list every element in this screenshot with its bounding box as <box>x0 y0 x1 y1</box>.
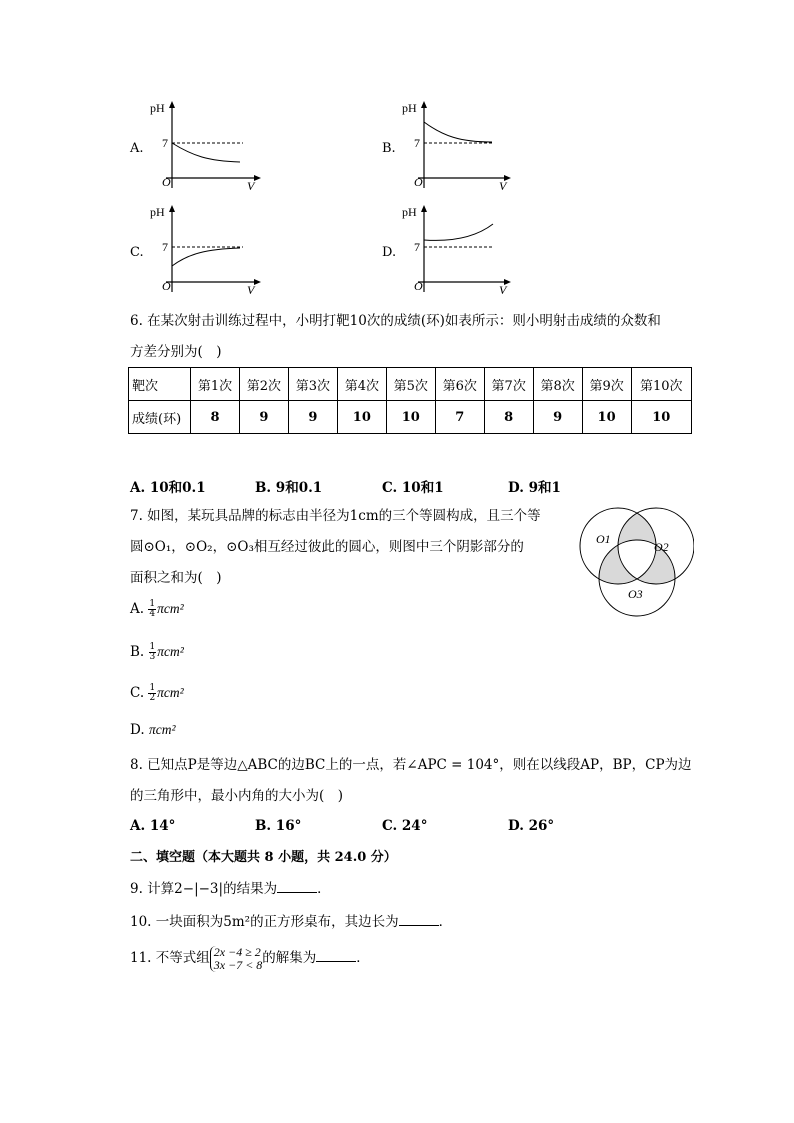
q7-option-a[interactable] <box>130 600 184 619</box>
graph-c-origin: O <box>162 279 171 293</box>
table-cell: 第4次 <box>337 368 386 401</box>
circle-label-o1: O1 <box>596 532 611 546</box>
q8-option-b[interactable]: B. 16° <box>255 818 302 834</box>
fraction-num: 1 <box>149 683 156 693</box>
table-cell: 10 <box>337 401 386 434</box>
inequality-row: 2x −4 ≥ 2 <box>213 944 261 959</box>
q8-line1: 8. 已知点P是等边△ABC的边BC上的一点，若∠APC = 104°，则在以线段AP，BP，CP为边 <box>130 757 692 773</box>
graph-a-xlabel: V <box>247 179 255 193</box>
fraction-den: 4 <box>149 609 156 619</box>
q11-mid: 的解集为 <box>262 950 317 966</box>
graph-a-origin: O <box>162 175 171 189</box>
option-unit: πcm² <box>157 601 184 616</box>
table-cell: 第6次 <box>435 368 484 401</box>
q9-end: ． <box>317 881 331 897</box>
table-cell: 10 <box>582 401 631 434</box>
table-cell: 第1次 <box>191 368 240 401</box>
table-cell: 第9次 <box>582 368 631 401</box>
table-cell: 8 <box>484 401 533 434</box>
graph-b-option: B. <box>382 141 396 156</box>
q6-option-b[interactable]: B. 9和0.1 <box>255 480 323 496</box>
q9 <box>130 879 331 899</box>
q6-line1: 6. 在某次射击训练过程中，小明打靶10次的成绩(环)如表所示：则小明射击成绩的众数和 <box>130 313 661 329</box>
inequality-row: 3x −7 < 8 <box>213 957 263 972</box>
answer-blank[interactable] <box>277 880 317 893</box>
table-cell: 9 <box>288 401 337 434</box>
table-cell: 7 <box>435 401 484 434</box>
graph-c-ylabel: pH <box>150 205 165 219</box>
q6-line2: 方差分别为( ) <box>130 344 222 360</box>
q7-option-b[interactable] <box>130 643 184 662</box>
table-cell: 第5次 <box>386 368 435 401</box>
table-cell: 第2次 <box>239 368 288 401</box>
section-heading: 二、填空题（本大题共 8 小题，共 24.0 分） <box>130 850 397 865</box>
option-unit: πcm² <box>157 644 184 659</box>
graph-c <box>148 202 268 297</box>
graph-d <box>398 202 518 297</box>
three-circles-figure <box>572 506 694 620</box>
q8-option-c[interactable]: C. 24° <box>382 818 428 834</box>
fraction-num: 1 <box>149 599 156 609</box>
graph-c-seven: 7 <box>162 240 168 254</box>
graph-c-xlabel: V <box>247 283 255 297</box>
table-cell: 9 <box>239 401 288 434</box>
option-letter: B. <box>130 644 145 660</box>
graph-d-xlabel: V <box>499 283 507 297</box>
q6-option-a[interactable]: A. 10和0.1 <box>130 480 206 496</box>
table-header-row <box>129 368 692 401</box>
q7-line3: 面积之和为( ) <box>130 570 222 586</box>
table-cell: 10 <box>631 401 691 434</box>
table-cell: 第7次 <box>484 368 533 401</box>
table-cell: 第10次 <box>631 368 691 401</box>
graph-b <box>398 98 518 193</box>
fraction-den: 3 <box>149 652 156 662</box>
answer-blank[interactable] <box>316 949 356 962</box>
q7-line1: 7. 如图，某玩具品牌的标志由半径为1cm的三个等圆构成，且三个等 <box>130 508 541 524</box>
graph-d-seven: 7 <box>414 240 420 254</box>
option-unit: πcm² <box>148 722 176 737</box>
fraction <box>148 600 156 619</box>
circle-label-o3: O3 <box>628 587 643 601</box>
table-cell: 8 <box>191 401 240 434</box>
graph-a-ylabel: pH <box>150 101 165 115</box>
q10-end: ． <box>438 914 453 930</box>
score-table <box>128 367 692 434</box>
q11-end: ． <box>356 950 370 966</box>
option-letter: A. <box>130 601 145 617</box>
q8-line2: 的三角形中，最小内角的大小为( ) <box>130 788 344 804</box>
graph-b-origin: O <box>414 175 423 189</box>
circle-label-o2: O2 <box>654 540 669 554</box>
graph-a-seven: 7 <box>162 136 168 150</box>
graph-d-origin: O <box>414 279 423 293</box>
inequality-system <box>210 946 263 972</box>
table-cell: 9 <box>533 401 582 434</box>
graph-d-option: D. <box>382 245 397 260</box>
graph-c-option: C. <box>130 245 144 260</box>
table-cell: 第8次 <box>533 368 582 401</box>
answer-blank[interactable] <box>399 913 439 926</box>
q9-text: 9. 计算2−|−3|的结果为 <box>130 881 278 897</box>
graph-b-xlabel: V <box>499 179 507 193</box>
fraction <box>149 643 157 662</box>
graph-b-ylabel: pH <box>402 101 417 115</box>
graph-b-seven: 7 <box>414 136 420 150</box>
q7-line2: 圆⊙O₁，⊙O₂，⊙O₃相互经过彼此的圆心，则图中三个阴影部分的 <box>130 539 524 555</box>
table-cell: 第3次 <box>288 368 337 401</box>
option-letter: C. <box>130 685 145 701</box>
q10-text: 10. 一块面积为5m²的正方形桌布，其边长为 <box>130 914 399 930</box>
graph-d-ylabel: pH <box>402 205 417 219</box>
q8-option-d[interactable]: D. 26° <box>508 818 555 834</box>
option-letter: D. <box>130 722 145 738</box>
q11 <box>130 944 370 972</box>
table-cell: 10 <box>386 401 435 434</box>
q7-option-c[interactable] <box>130 684 184 703</box>
q11-text: 11. 不等式组 <box>130 950 210 966</box>
q6-option-d[interactable]: D. 9和1 <box>508 480 561 496</box>
q10 <box>130 912 452 932</box>
option-unit: πcm² <box>157 685 184 700</box>
table-cell: 成绩(环) <box>129 401 191 434</box>
q8-option-a[interactable]: A. 14° <box>130 818 176 834</box>
q6-option-c[interactable]: C. 10和1 <box>382 480 444 496</box>
table-cell: 靶次 <box>129 368 191 401</box>
table-row <box>129 401 692 434</box>
fraction-den: 2 <box>149 693 156 703</box>
graph-a-option: A. <box>130 141 144 156</box>
q7-option-d[interactable] <box>130 722 176 738</box>
fraction-num: 1 <box>149 642 156 652</box>
graph-a <box>148 98 268 193</box>
fraction <box>148 684 156 703</box>
